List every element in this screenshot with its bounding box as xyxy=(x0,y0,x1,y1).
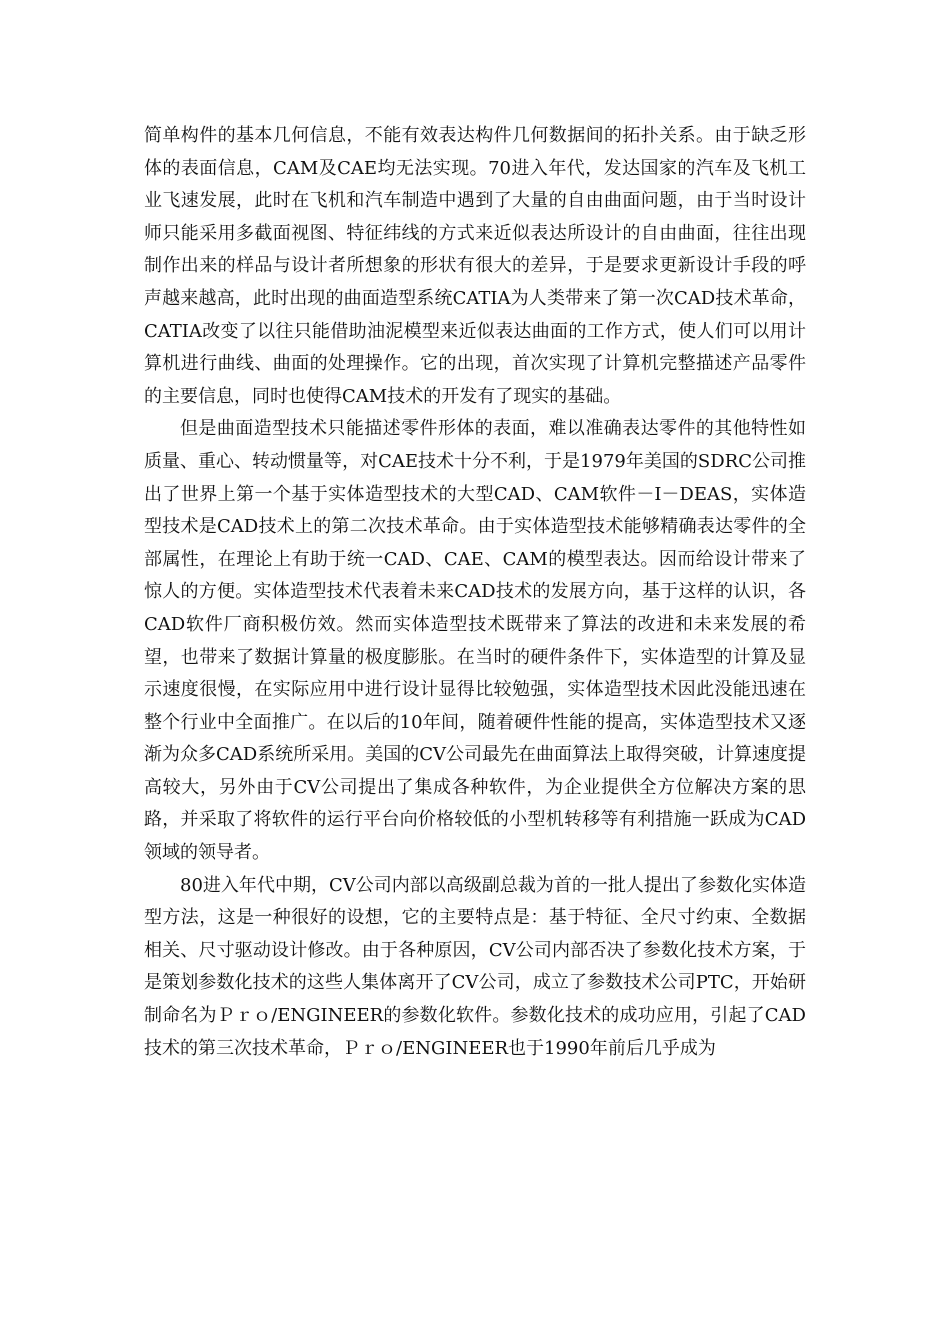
paragraph-3: 80进入年代中期，CV公司内部以高级副总裁为首的一批人提出了参数化实体造型方法，这是一种很好的设想，它的主要特点是：基于特征、全尺寸约束、全数据相关、尺寸驱动设计修改。由于各种原因，CV公司内部否决了参数化技术方案，于是策划参数化技术的这些人集体离开了CV公司，成立了参数技术公司PTC，开始研制命名为Ｐｒｏ/ENGINEER的参数化软件。参数化技术的成功应用，引起了CAD技术的第三次技术革命，Ｐｒｏ/ENGINEER也于1990年前后几乎成为 xyxy=(144,874,806,1059)
document-body xyxy=(144,120,806,1065)
paragraph-1: 简单构件的基本几何信息，不能有效表达构件几何数据间的拓扑关系。由于缺乏形体的表面信息，CAM及CAE均无法实现。70进入年代，发达国家的汽车及飞机工业飞速发展，此时在飞机和汽车制造中遇到了大量的自由曲面问题，由于当时设计师只能采用多截面视图、特征纬线的方式来近似表达所设计的自由曲面，往往出现制作出来的样品与设计者所想象的形状有很大的差异，于是要求更新设计手段的呼声越来越高，此时出现的曲面造型系统CATIA为人类带来了第一次CAD技术革命，CATIA改变了以往只能借助油泥模型来近似表达曲面的工作方式，使人们可以用计算机进行曲线、曲面的处理操作。它的出现，首次实现了计算机完整描述产品零件的主要信息，同时也使得CAM技术的开发有了现实的基础。 xyxy=(144,125,806,407)
paragraph-2: 但是曲面造型技术只能描述零件形体的表面，难以准确表达零件的其他特性如质量、重心、转动惯量等，对CAE技术十分不利，于是1979年美国的SDRC公司推出了世界上第一个基于实体造型技术的大型CAD、CAM软件－I－DEAS，实体造型技术是CAD技术上的第二次技术革命。由于实体造型技术能够精确表达零件的全部属性，在理论上有助于统一CAD、CAE、CAM的模型表达。因而给设计带来了惊人的方便。实体造型技术代表着未来CAD技术的发展方向，基于这样的认识，各CAD软件厂商积极仿效。然而实体造型技术既带来了算法的改进和未来发展的希望，也带来了数据计算量的极度膨胀。在当时的硬件条件下，实体造型的计算及显示速度很慢，在实际应用中进行设计显得比较勉强，实体造型技术因此没能迅速在整个行业中全面推广。在以后的10年间，随着硬件性能的提高，实体造型技术又逐渐为众多CAD系统所采用。美国的CV公司最先在曲面算法上取得突破，计算速度提高较大，另外由于CV公司提出了集成各种软件，为企业提供全方位解决方案的思路，并采取了将软件的运行平台向价格较低的小型机转移等有利措施一跃成为CAD领域的领导者。 xyxy=(144,418,806,864)
